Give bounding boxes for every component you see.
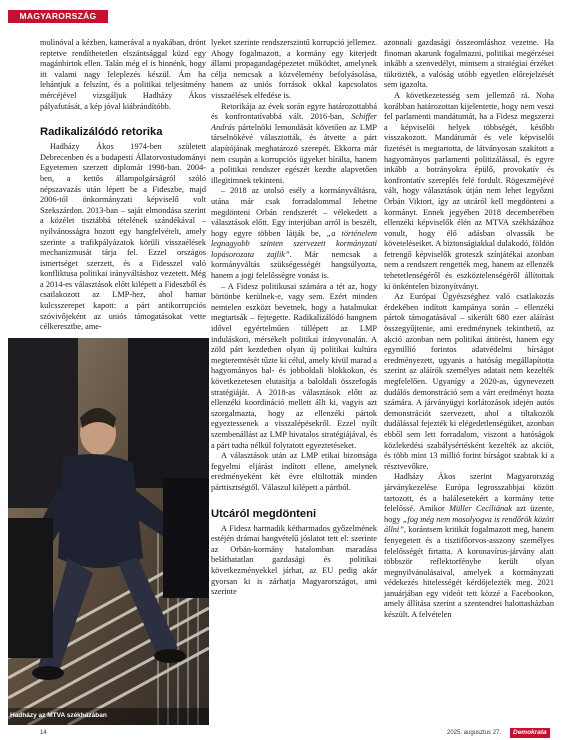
section-tag: MAGYARORSZÁG: [8, 10, 108, 23]
subheading: Utcáról megdönteni: [211, 507, 317, 520]
quote: „a történelem legnagyobb szinten szervezett kormányzati lopásorozata zajlik”: [211, 228, 377, 259]
paragraph: molinóval a kézben, kamerával a nyakában, drónt reptetve rendíthetetlen elszántsággal küzd egy magánbirtok ellen. Talán még el is hinnénk, hogy itt valami nagy leleplezés készül. Ám ha lehántjuk a felszínt, és a politikai teljesítmény mércéjével vizsgáljuk Hadházy Ákos pályafutását, a kép jóval kiábrándítóbb.: [40, 38, 206, 111]
page-number: 14: [40, 730, 47, 736]
quote: „fog még nem mosolyogva is rendőrök között állni”: [384, 514, 555, 535]
article-photo: [8, 338, 209, 725]
paragraph: Hadházy Ákos 1974-ben született Debrecenben és a budapesti Állatorvostudományi Egyetemen szerzett diplomát 1998-ban. 2004-ben, a kettős állampolgárságról szóló népszavazás után lépett be a Fideszbe, majd 2006-tól önkormányzati képviselő volt Szekszárdon. 2013-ban – saját elmondása szerint a közélet tisztábbá tételének szándékával – nyilvánosságra hozott egy hangfelvételt, amely szerinte a trafikpályázatok körüli visszaélések mechanizmusát tárja fel. Ezzel országos ismertséget szerzett, és a Fidesszel való konfliktusa politikai irányváltáshoz vezetett. Még a 2014-es választások előtt kilépett a Fideszből és csatlakozott az LMP-hez, ahol hamar kulcsszerepet kapott: a párt antikorrupciós szóvivőjeként az uniós támogatásokat vette célkeresztbe, ame-: [40, 142, 206, 332]
paragraph: Hadházy Ákos szerint Magyarország járványkezelése Európa legrosszabbjai között tartozott, és a halálesetekért a kormány tette felelőssé. Amikor Müller Cecíliának azt üzente, hogy „fog még nem mosolyogva is rendőrök között állni”, korántsem kritikát fogalmazott meg, hanem fenyegetett és a tisztifőorvos-asszony személyes felelősségét firtatta. A koronavírus-járvány alatt többször reflektorfénybe került olyan megnyilvánulásaival, amelyek a kormányzati védekezés hitelességét kérdőjelezték meg. 2021 januárjában egy videót tett közzé a Facebookon, amely állítása szerint a szentendrei halottasházban készült. A felvételen: [384, 472, 555, 620]
photo-illustration: [8, 338, 209, 725]
paragraph: Az Európai Ügyészséghez való csatlakozás érdekében indított kampánya során – ellenzéki pártok támogatásával – sikerült 680 ezer aláírást összegyűjtenie, ami eredménynek tekinthető, az akció azonban nem politikai áttörést, hanem egy egymillió forintos adatvédelmi bírságot eredményezett, ugyanis a hatóság megállapította szerint az aláírók személyes adatait nem kezelték megfelelően. Ugyanígy a 2020-as, úgynevezett dudálós demonstráció sem a várt eredményt hozta számára. A járványügyi korlátozások idején autós demonstrációt szervezett, ahol a tiltakozók dudálással fejezték ki elégedetlenségüket, azonban ebből sem lett forradalom, viszont a hatóságok közlekedési szabálysértésként kezelték az akciót, és több mint 13 millió forint bírságot szabtak ki a résztvevőkre.: [384, 292, 554, 471]
paragraph: A következetesség sem jellemző rá. Noha korábban határozottan kijelentette, hogy nem veszi fel parlamenti mandátumát, ha a Fidesz megszerzi a képviselői helyek többségét, később visszakozott. Mandátumát és vele képviselői fizetését is megtartotta, de látványosan szakított a hagyományos parlamenti politizálással, és egyre inkább a botrányokra épülő, provokatív és konfrontatív szereplés felé fordult. Rögeszméjévé vált, hogy választások útján nem lehet legyőzni Orbán Viktort, így az utcáról kell megdönteni a kormányt. Ennek jegyében 2018 decemberében ellenzéki képviselők élén az MTVA székházához vonult, hogy élő adásban olvassák be követeléseiket. A biztonságiakkal dulakodó, földön fetrengő képviselők groteszk színjátékai azonban nem a rendszert rengették meg, hanem az ellenzék tehetetlenségéről és eszköztelenségéről állítottak ki önkéntelen bizonyítványt.: [384, 90, 554, 291]
issue-date: 2025. augusztus 27.: [447, 730, 502, 736]
paragraph: – A Fidesz politikusai számára a tét az, hogy börtönbe kerülnek-e, vagy sem. Ezért minden nemtelen eszközt bevetnek, hogy a hatalmukat megtartsák – fejtegette. Radikalizálódó hangnem idővel egyértelműen túllépett az LMP induláskori, mérsékelt politikai irányvonalán. A zöld párt kezdetben olyan új politikai kultúra megteremtését tűzte ki célul, amely kívül marad a hagyományos bal- és jobboldali blokkokon, és következetesen elutasítja a baloldali összefogás stratégiáját. A 2018-as választások előtt az ellenzéki koordináció mellett állt ki, vagyis azt szorgalmazta, hogy az ellenzéki pártok egyeztessenek a visszalépésekről. Ezzel nyílt szembenállást az LMP hivatalos stratégiájával, és a párt tudta nélkül folytatott egyeztetéseket.: [211, 281, 377, 450]
paragraph: A Fidesz harmadik kétharmados győzelmének estéjén drámai hangvételű jóslatot tett el: szerinte az Orbán-kormány hatalomban maradása beláthatatlan gazdasági és politikai következményekkel járhat, az EU pedig akár gyorsan ki is zárhatja Magyarországot, ami szerinte: [211, 523, 377, 597]
brand-logo: Demokrata: [510, 728, 550, 738]
emphasis: Schiffer András: [211, 112, 377, 132]
paragraph: – 2018 az utolsó esély a kormányváltásra, utána már csak forradalommal lehetne megdönteni Orbán rendszerét – vélekedett a választások előtt. Egy interjúban arról is beszélt, hogy egyre többen látják be, „a történelem legnagyobb szinten szervezett kormányzati lopásorozata zajlik”. Már nemcsak a kormányváltás szükségességét hangsúlyozta, hanem a jogi felelősségre vonást is.: [211, 186, 377, 281]
paragraph: Retorikája az évek során egyre határozottabbá és konfrontatívabbá vált. 2016-ban, Schiffer András pártelnöki lemondását követően az LMP társelnökévé választották, és átvette a párt alapítójának meghatározó szerepét. Ekkorra már nem csupán a korrupciós ügyeket bírálta, hanem a politikai rendszer egészét kezdte alapvetően illegitimnek tekinteni.: [211, 101, 377, 185]
subheading: Radikalizálódó retorika: [40, 126, 163, 139]
photo-caption: Hadházy az MTVA székházában: [10, 712, 107, 719]
paragraph: A választások után az LMP etikai bizottsága fegyelmi eljárást indított ellene, amelynek eredményeként két évre eltiltották minden párttisztségtől. Válaszul kilépett a pártból.: [211, 451, 377, 492]
column-2: [211, 38, 377, 598]
paragraph: lyeket szerinte rendszerszintű korrupció jellemez. Ahogy fogalmazott, a kormány egy kiterjedt állami propagandagépezetet működtet, amelynek célja nemcsak a közvélemény befolyásolása, hanem az uniós források okkal kapcsolatos visszaélések elfedése is.: [211, 38, 377, 100]
column-1: [40, 38, 206, 333]
emphasis: Müller Cecíliának: [449, 504, 512, 514]
paragraph: azonnali gazdasági összeomláshoz vezetne. Ha finoman akarunk fogalmazni, politikai megérzései inkább a szenvedélyt, mintsem a stratégiai érzéket tükrözték, a valóság utóbb egyetlen előrejelzését sem igazolta.: [384, 38, 554, 90]
column-3: [384, 38, 554, 621]
